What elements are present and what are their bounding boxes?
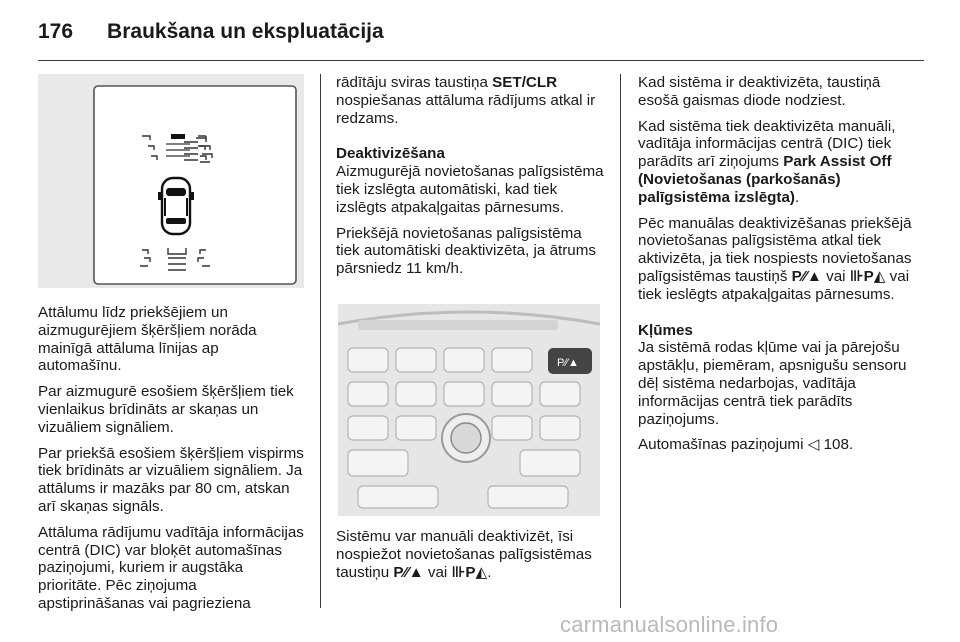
paragraph: Sistēmu var manuāli deaktivizēt, īsi nospiežot novietošanas palīgsistēmas taustiņu P⁄⁄▲ vai ⊪P◭. bbox=[336, 528, 592, 581]
paragraph: Ja sistēmā rodas kļūme vai ja pārejošu apstākļu, piemēram, apsnigušu sensoru dēļ sistēma nedarbojas, vadītāja informācijas centrā tiek parādīts paziņojums. bbox=[638, 339, 907, 428]
parking-display-figure bbox=[38, 74, 304, 288]
parking-display-illustration bbox=[38, 74, 304, 288]
paragraph: Attāluma rādījumu vadītāja informācijas centrā (DIC) var bloķēt automašīnas paziņojumi, kuriem ir augstāka prioritāte. Pēc ziņojuma apstiprināšanas vai pagrieziena bbox=[38, 523, 304, 612]
paragraph: Pēc manuālas deaktivizēšanas priekšējā novietošanas palīgsistēma atkal tiek aktivizēta, ja tiek nospiests novietošanas palīgsistēmas taustiņš P⁄⁄▲ vai ⊪P◭ vai tiek ieslēgts atpakaļgaitas pārnesums. bbox=[638, 214, 912, 303]
page-header bbox=[38, 12, 384, 52]
paragraph: Automašīnas paziņojumi ◁ 108. bbox=[638, 436, 854, 454]
park-assist-button-label: P⁄⁄▲ bbox=[557, 357, 579, 369]
button-panel-illustration bbox=[338, 304, 600, 516]
paragraph: Priekšējā novietošanas palīgsistēma tiek automātiski deaktivizēta, ja ātrums pārsniedz 11 km/h. bbox=[336, 224, 596, 278]
column-2-bottom bbox=[336, 528, 606, 589]
page-reference-link[interactable]: ◁ 108. bbox=[807, 436, 854, 454]
park-assist-symbol-icon: P⁄⁄▲ bbox=[393, 563, 424, 581]
paragraph: Aizmugurējā novietošanas palīgsistēma tiek izslēgta automātiski, kad tiek izslēgts atpakaļgaitas pārnesums. bbox=[336, 163, 604, 216]
park-assist-alt-symbol-icon: ⊪P◭ bbox=[451, 563, 488, 581]
paragraph: Par priekšā esošiem šķēršļiem vispirms tiek brīdināts ar vizuāliem signāliem. Ja attālums ir mazāks par 80 cm, atskan arī skaņas signāls. bbox=[38, 444, 304, 515]
park-assist-alt-symbol-icon: ⊪P◭ bbox=[849, 267, 886, 285]
paragraph: Par aizmugurē esošiem šķēršļiem tiek vienlaikus brīdināts ar skaņas un vizuāliem signāliem. bbox=[38, 383, 294, 436]
column-2 bbox=[336, 74, 606, 286]
header-rule bbox=[38, 60, 924, 61]
paragraph: rādītāju sviras taustiņa SET/CLR nospiešanas attāluma rādījums atkal ir redzams. bbox=[336, 74, 596, 127]
section-heading-deactivation: Deaktivizēšana bbox=[336, 145, 445, 163]
column-3 bbox=[638, 74, 924, 462]
column-divider-1 bbox=[320, 74, 321, 608]
park-assist-symbol-icon: P⁄⁄▲ bbox=[791, 267, 822, 285]
column-divider-2 bbox=[620, 74, 621, 608]
paragraph: Attālumu līdz priekšējiem un aizmugurējiem šķēršļiem norāda mainīgā attāluma līnijas ap automašīnu. bbox=[38, 304, 257, 375]
button-panel-figure bbox=[338, 304, 600, 516]
paragraph: Kad sistēma ir deaktivizēta, taustiņā esošā gaismas diode nodziest. bbox=[638, 74, 881, 109]
section-heading-faults: Kļūmes bbox=[638, 321, 693, 339]
car-icon bbox=[158, 178, 194, 234]
watermark: carmanualsonline.info bbox=[560, 612, 779, 637]
chapter-title: Braukšana un ekspluatācija bbox=[107, 20, 384, 43]
page-number: 176 bbox=[38, 20, 74, 43]
paragraph: Kad sistēma tiek deaktivizēta manuāli, vadītāja informācijas centrā (DIC) tiek parādīts arī ziņojums Park Assist Off (Novietošanas (parkošanās) palīgsistēma izslēgta). bbox=[638, 117, 896, 206]
column-1 bbox=[38, 304, 306, 621]
